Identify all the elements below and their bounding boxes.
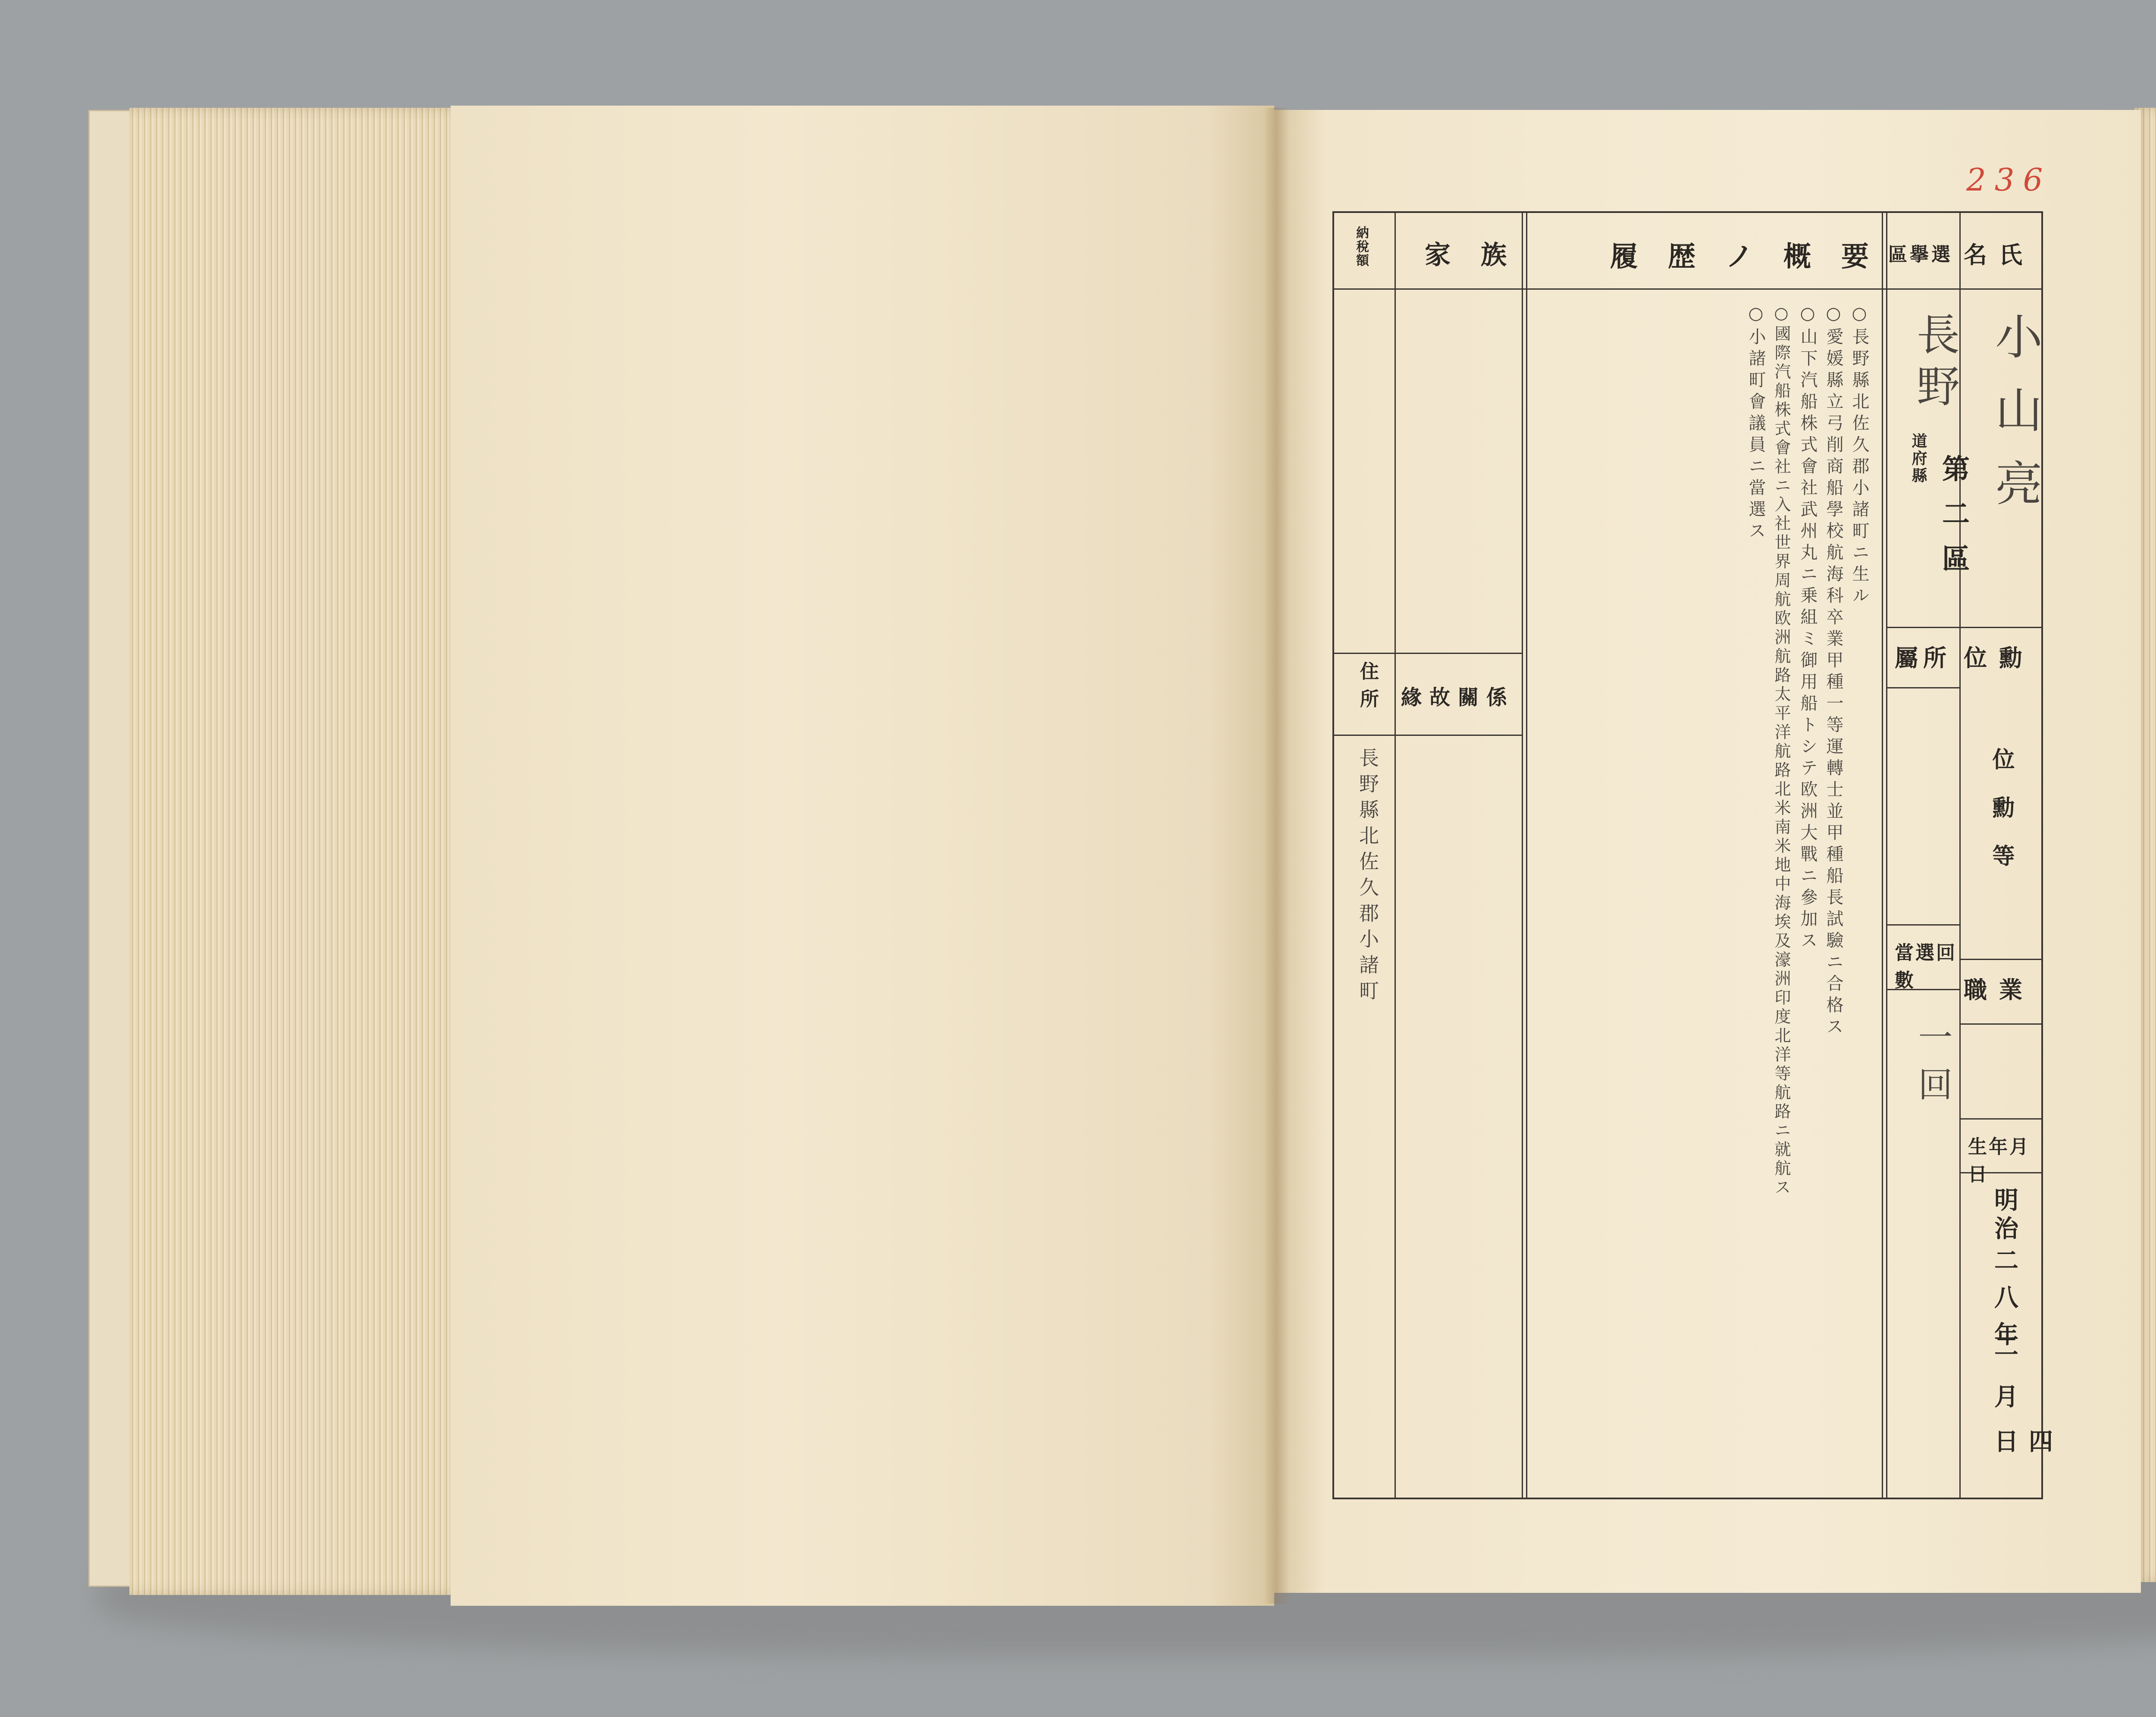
header-terms: 當選回數 [1895,942,1957,991]
record-form [1332,211,2053,1499]
form-rule [1334,735,1395,736]
header-address: 住所 [1357,661,1379,716]
career-line: ○山下汽船株式會社武州丸ニ乗組ミ御用船トシテ欧洲大戰ニ參加ス [1798,303,1818,953]
career-line: ○愛媛縣立弓削商船學校航海科卒業甲種一等運轉士並甲種船長試驗ニ合格ス [1824,303,1843,1039]
birth-era: 明治 [1990,1187,2019,1244]
career-line: ○小諸町會議員ニ當選ス [1746,303,1766,543]
birth-day: 四日 [1990,1429,2053,1479]
page-edges-left [129,108,466,1595]
form-rule [1334,653,1395,654]
form-rule [1395,735,1522,736]
career-line: ○國際汽船株式會社ニ入社世界周航欧洲航路太平洋航路北米南米地中海埃及濠洲印度北洋等航路ニ就航ス [1772,303,1791,1198]
form-rule [1886,687,1959,688]
name-value: 小山亮 [1987,312,2043,532]
form-rule [1334,288,2041,290]
left-page [451,106,1274,1606]
form-rule [1959,627,2041,628]
district-pref: 長野 [1909,312,1960,416]
header-career: 履歴ノ概要 [1610,241,1899,273]
birth-year: 二八年 [1990,1248,2019,1359]
header-tax: 納稅額 [1354,226,1369,267]
form-rule [1526,213,1527,1498]
form-rule [1395,653,1522,654]
address-value: 長野縣北佐久郡小諸町 [1356,747,1379,1006]
header-birth: 生年月日 [1968,1136,2030,1185]
form-rule [1886,924,1959,926]
terms-value: 一回 [1912,1019,1952,1114]
header-rank: 位勳 [1964,644,2034,672]
header-relation: 緣故關係 [1401,685,1515,710]
header-family: 家族 [1425,240,1537,270]
district-no: 第二區 [1937,454,1970,589]
career-line: ○長野縣北佐久郡小諸町ニ生ル [1849,303,1869,608]
form-rule [1959,1118,2041,1120]
book-gutter [1263,108,1289,1604]
form-rule [1959,1023,2041,1025]
header-party: 屬所 [1895,644,1952,672]
form-rule [1886,627,1959,628]
header-name: 名氏 [1964,241,2034,269]
page-number: 236 [1966,162,2052,198]
form-rule [1395,213,1396,1498]
header-district: 區擧選 [1888,244,1953,266]
header-occupation: 職業 [1964,976,2034,1004]
form-rule [1522,213,1523,1498]
birth-month: 二月 [1990,1334,2019,1434]
form-rule [1882,213,1883,1498]
form-rule [1959,959,2041,960]
form-rule [1886,213,1887,1498]
rank-value: 位勳等 [1988,747,2015,892]
district-suffix: 道府縣 [1909,433,1927,485]
